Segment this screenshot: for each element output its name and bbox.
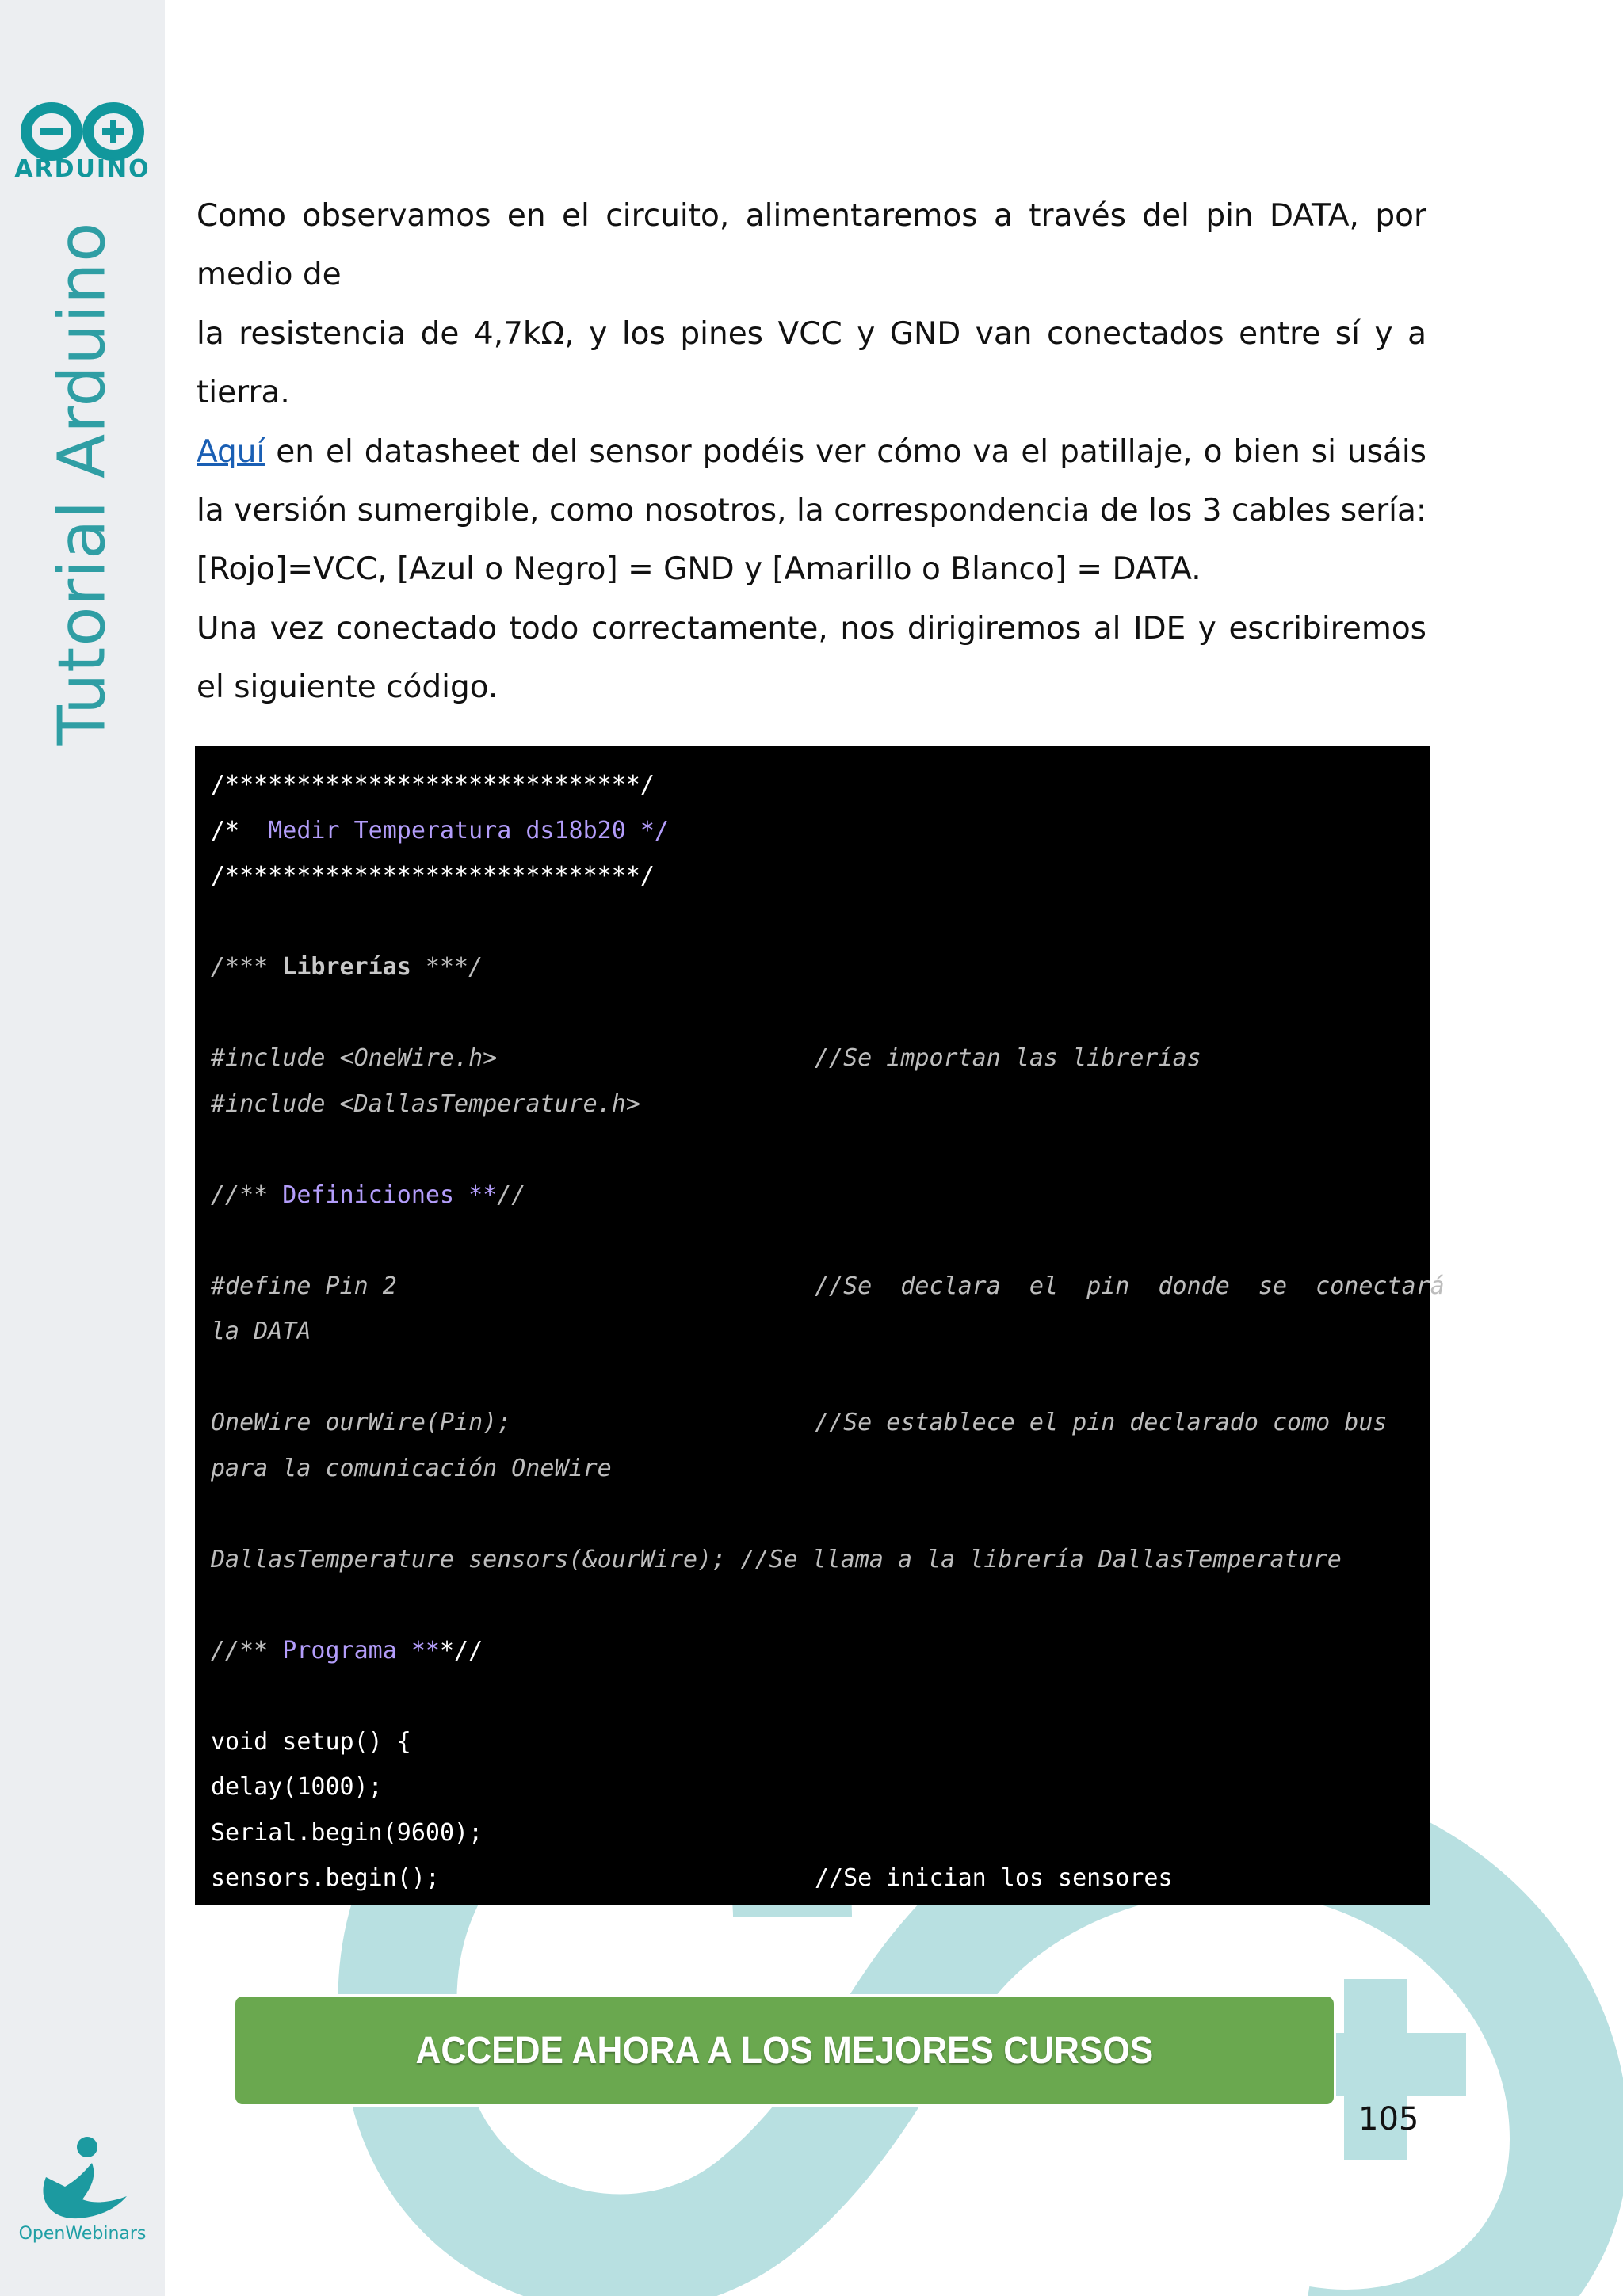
- code-line: Serial.begin(9600);: [211, 1818, 483, 1847]
- code-line: delay(1000);: [211, 1773, 383, 1801]
- code-line: void setup() {: [211, 1727, 411, 1756]
- datasheet-link[interactable]: Aquí: [197, 433, 265, 470]
- code-line: #include <DallasTemperature.h>: [211, 1089, 640, 1118]
- code-line-blank: [211, 1127, 1411, 1173]
- courses-banner-button[interactable]: [233, 1994, 1336, 2107]
- page-number: 105: [1358, 2101, 1419, 2138]
- code-line-blank: [211, 1673, 1411, 1719]
- code-line-blank: [211, 1218, 1411, 1264]
- paragraph-ide: Una vez conectado todo correctamente, nos dirigiremos al IDE y escribiremos el siguiente código.: [197, 610, 1426, 706]
- code-line-blank: [211, 899, 1411, 945]
- code-line-blank: [211, 1491, 1411, 1537]
- paragraph-line-2: la resistencia de 4,7kΩ, y los pines VCC y GND van conectados entre sí y a tierra.: [197, 315, 1426, 411]
- sidebar: [0, 0, 165, 2296]
- code-line: /*****************************/: [211, 771, 655, 799]
- code-line: sensors.begin(); //Se inician los sensores: [211, 1864, 1173, 1892]
- code-line: #include <OneWire.h> //Se importan las librerías: [211, 1044, 1201, 1072]
- code-line: /*** Librerías ***/: [211, 953, 483, 981]
- openwebinars-wordmark: OpenWebinars: [18, 2224, 147, 2244]
- body-text: [197, 187, 1426, 718]
- code-line: #define Pin 2 //Se declara el pin donde se conectará: [211, 1272, 1445, 1300]
- code-line: OneWire ourWire(Pin); //Se establece el pin declarado como bus: [211, 1409, 1388, 1436]
- code-line-blank: [211, 990, 1411, 1036]
- vertical-tutorial-title: Tutorial Arduino: [44, 221, 120, 746]
- code-line-blank: [211, 1582, 1411, 1628]
- courses-banner-label: ACCEDE AHORA A LOS MEJORES CURSOS: [415, 2029, 1154, 2072]
- code-block: [195, 746, 1445, 1905]
- code-line: DallasTemperature sensors(&ourWire); //Se llama a la librería DallasTemperature: [211, 1545, 1342, 1573]
- paragraph-circuit-rest: en el datasheet del sensor podéis ver cómo va el patillaje, o bien si usáis la versión sumergible, como nosotros, la correspondencia de los 3 cables sería: [Rojo]=VCC, [Azul o Negro] = GND y [Amarillo o Blanco] = DATA.: [197, 433, 1426, 588]
- code-line: /* Medir Temperatura ds18b20 */: [211, 816, 669, 845]
- arduino-wordmark: ARDUINO: [14, 155, 151, 183]
- code-line: para la comunicación OneWire: [211, 1454, 612, 1482]
- code-line: la DATA: [211, 1318, 311, 1345]
- openwebinars-logo-icon: [29, 2131, 139, 2226]
- code-line: //** Definiciones **//: [211, 1180, 526, 1209]
- paragraph-line-1: Como observamos en el circuito, alimentaremos a través del pin DATA, por medio de: [197, 198, 1426, 293]
- code-line-blank: [211, 1355, 1411, 1401]
- code-line: //** Programa ***//: [211, 1636, 483, 1665]
- paragraph-circuit: [197, 423, 1426, 600]
- code-line: /*****************************/: [211, 862, 655, 890]
